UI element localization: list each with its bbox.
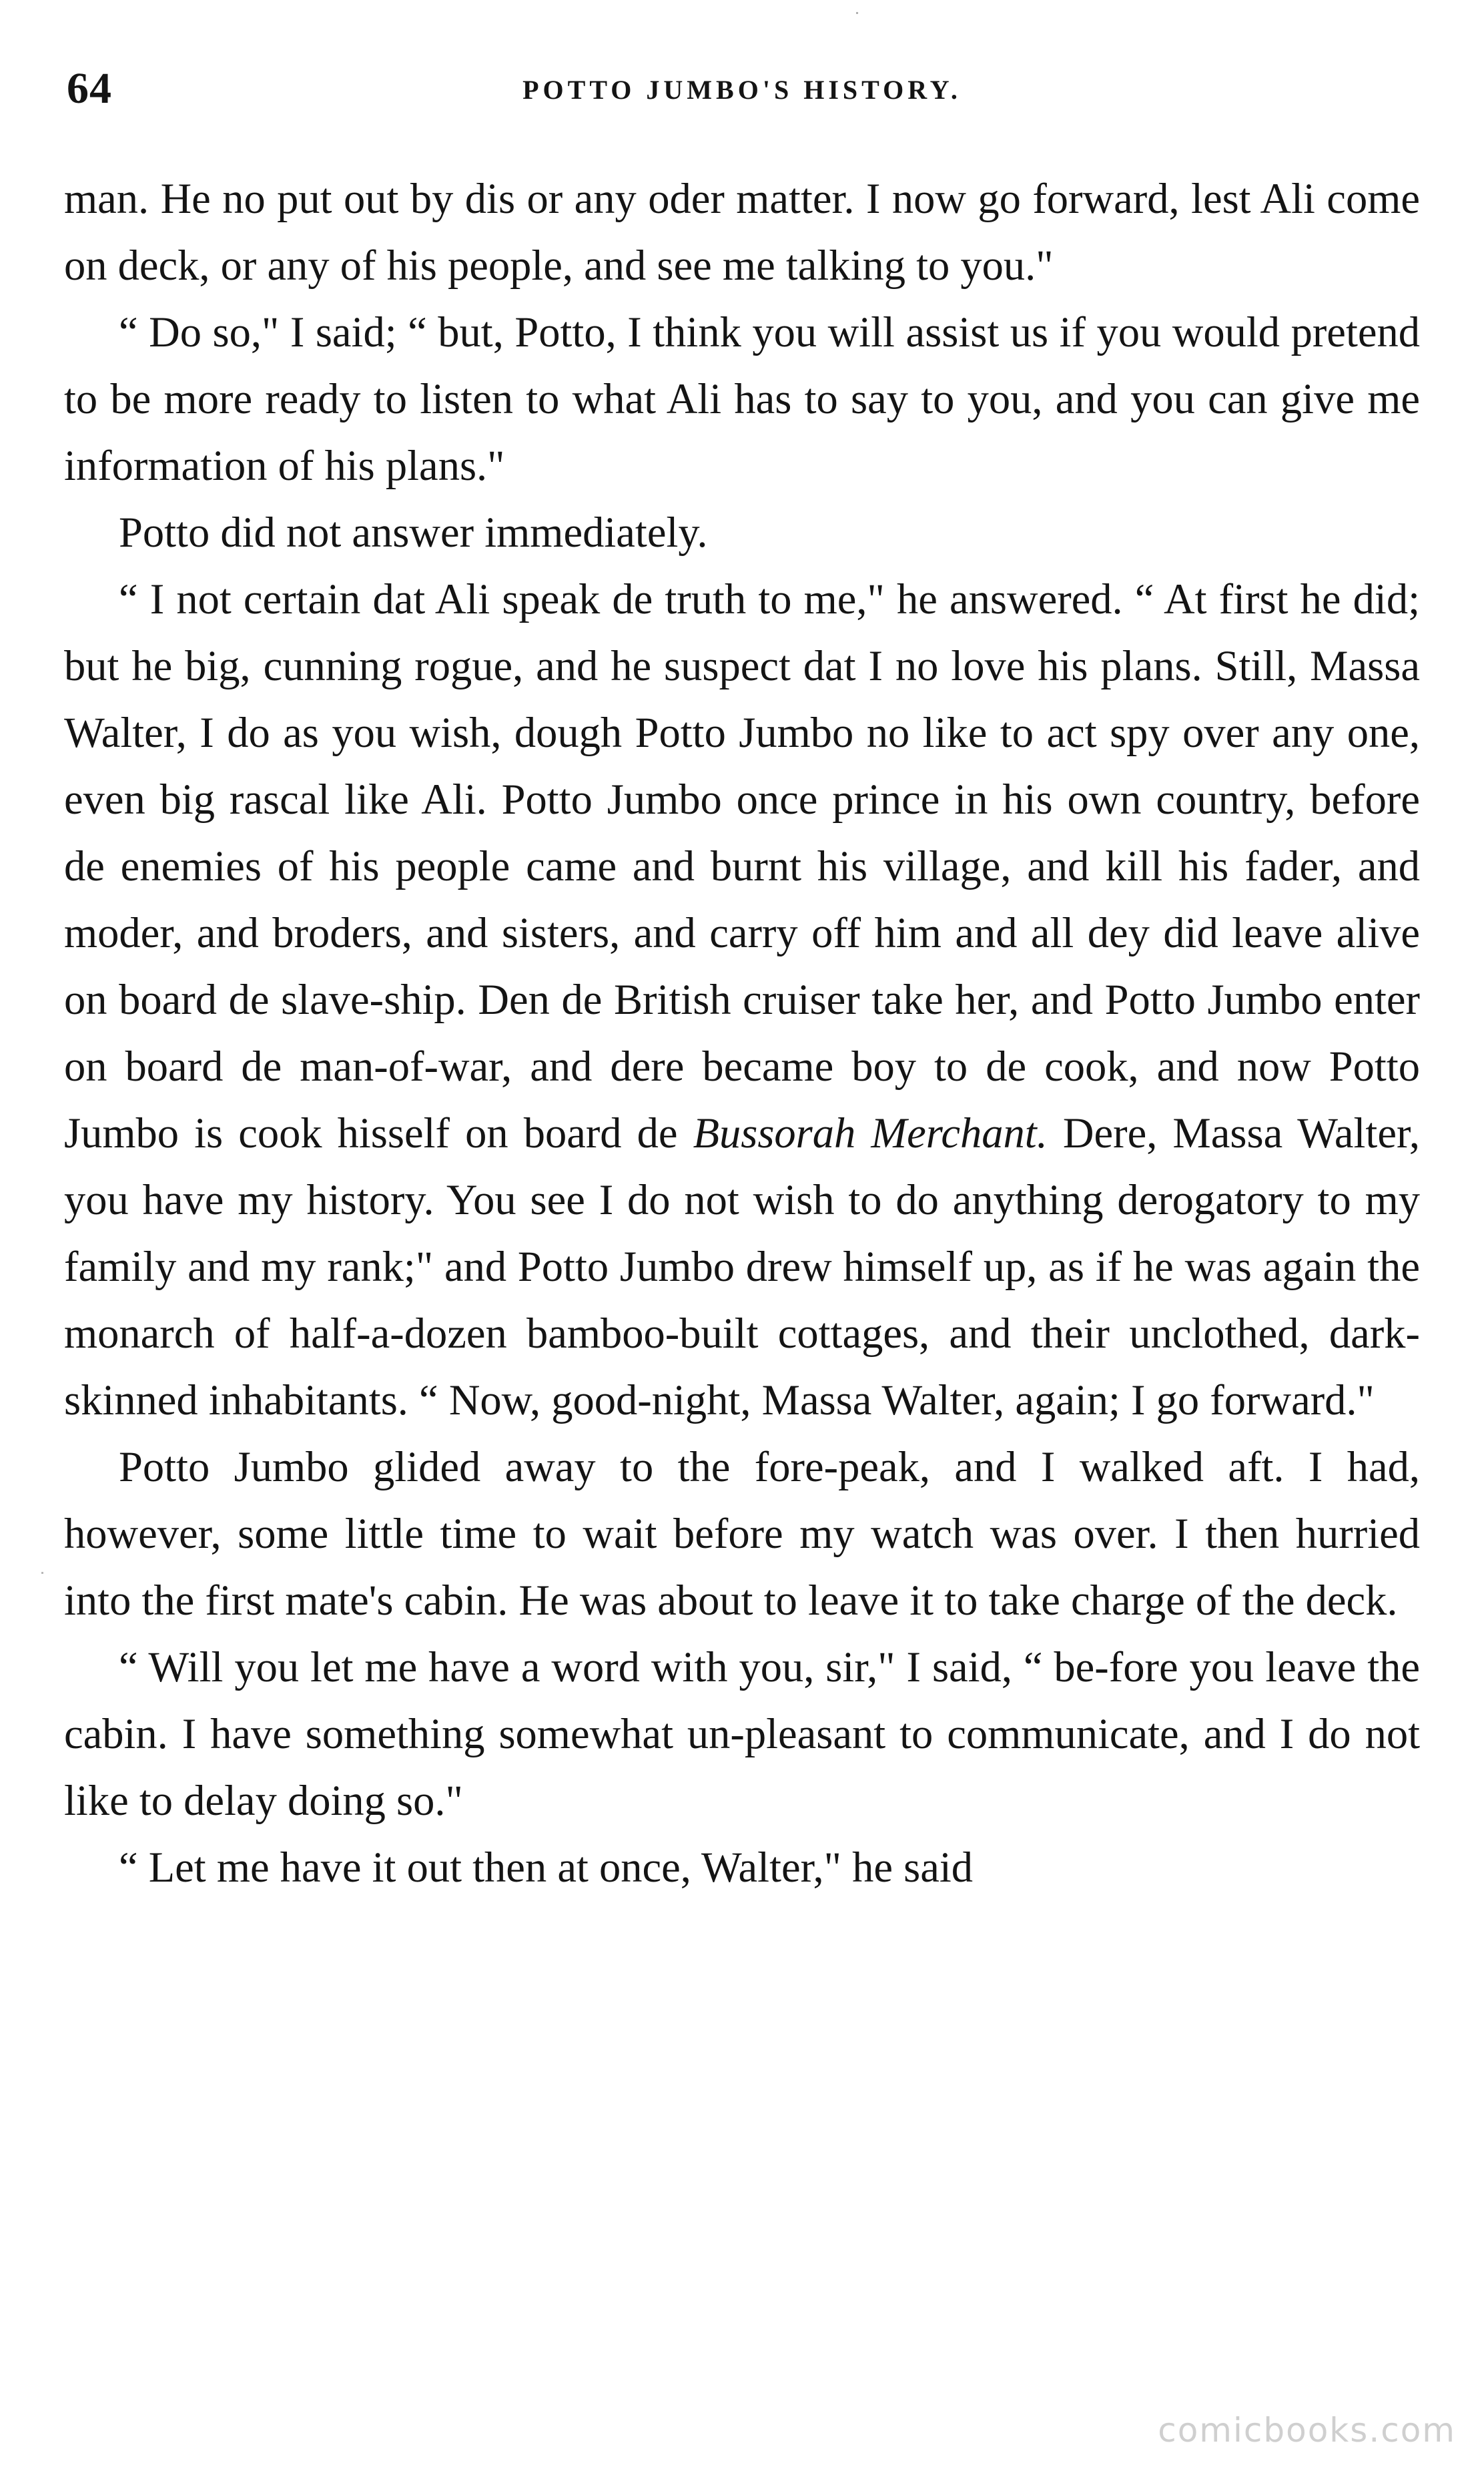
watermark: comicbooks.com: [1158, 2411, 1456, 2450]
paragraph-text: Dere, Massa Walter, you have my history. You see I do not wish to do anything derogatory to my family and my rank;" and Potto Jumbo drew himself up, as if he was again the monarch of half-a-dozen bamboo-built cottages, and their unclothed, dark-skinned inhabitants. “ Now, good-night, Massa Walter, again; I go forward.": [64, 1109, 1420, 1424]
page-number: 64: [67, 64, 112, 113]
paragraph: “ Do so," I said; “ but, Potto, I think you will assist us if you would pretend to be more ready to listen to what Ali has to say to you, and you can give me information of his plans.": [64, 308, 1420, 489]
scan-speck: [41, 1572, 43, 1574]
body-text: [64, 166, 1420, 1901]
paragraph: man. He no put out by dis or any oder matter. I now go forward, lest Ali come on deck, or any of his people, and see me talking to you.": [64, 175, 1420, 289]
running-title: POTTO JUMBO'S HISTORY.: [522, 75, 962, 105]
paragraph: “ Let me have it out then at once, Walter," he said: [119, 1844, 974, 1891]
paragraph: Potto Jumbo glided away to the fore-peak, and I walked aft. I had, however, some little time to wait before my watch was over. I then hurried into the first mate's cabin. He was about to leave it to take charge of the deck.: [64, 1443, 1420, 1624]
paragraph-text: “ I not certain dat Ali speak de truth to me," he answered. “ At first he did; but he big, cunning rogue, and he suspect dat I no love his plans. Still, Massa Walter, I do as you wish, dough Potto Jumbo no like to act spy over any one, even big rascal like Ali. Potto Jumbo once prince in his own country, before de enemies of his people came and burnt his village, and kill his fader, and moder, and broders, and sisters, and carry off him and all dey did leave alive on board de slave-ship. Den de British cruiser take her, and Potto Jumbo enter on board de man-of-war, and dere became boy to de cook, and now Potto Jumbo is cook hisself on board de: [64, 575, 1420, 1157]
ship-name-italic: Bussorah Merchant.: [693, 1109, 1048, 1157]
scan-speck: [856, 12, 858, 14]
paragraph: “ Will you let me have a word with you, sir," I said, “ be-fore you leave the cabin. I have something somewhat un-pleasant to communicate, and I do not like to delay doing so.": [64, 1643, 1420, 1824]
paragraph: [64, 566, 1420, 1434]
page-header: [67, 63, 1417, 123]
paragraph: Potto did not answer immediately.: [119, 509, 708, 556]
